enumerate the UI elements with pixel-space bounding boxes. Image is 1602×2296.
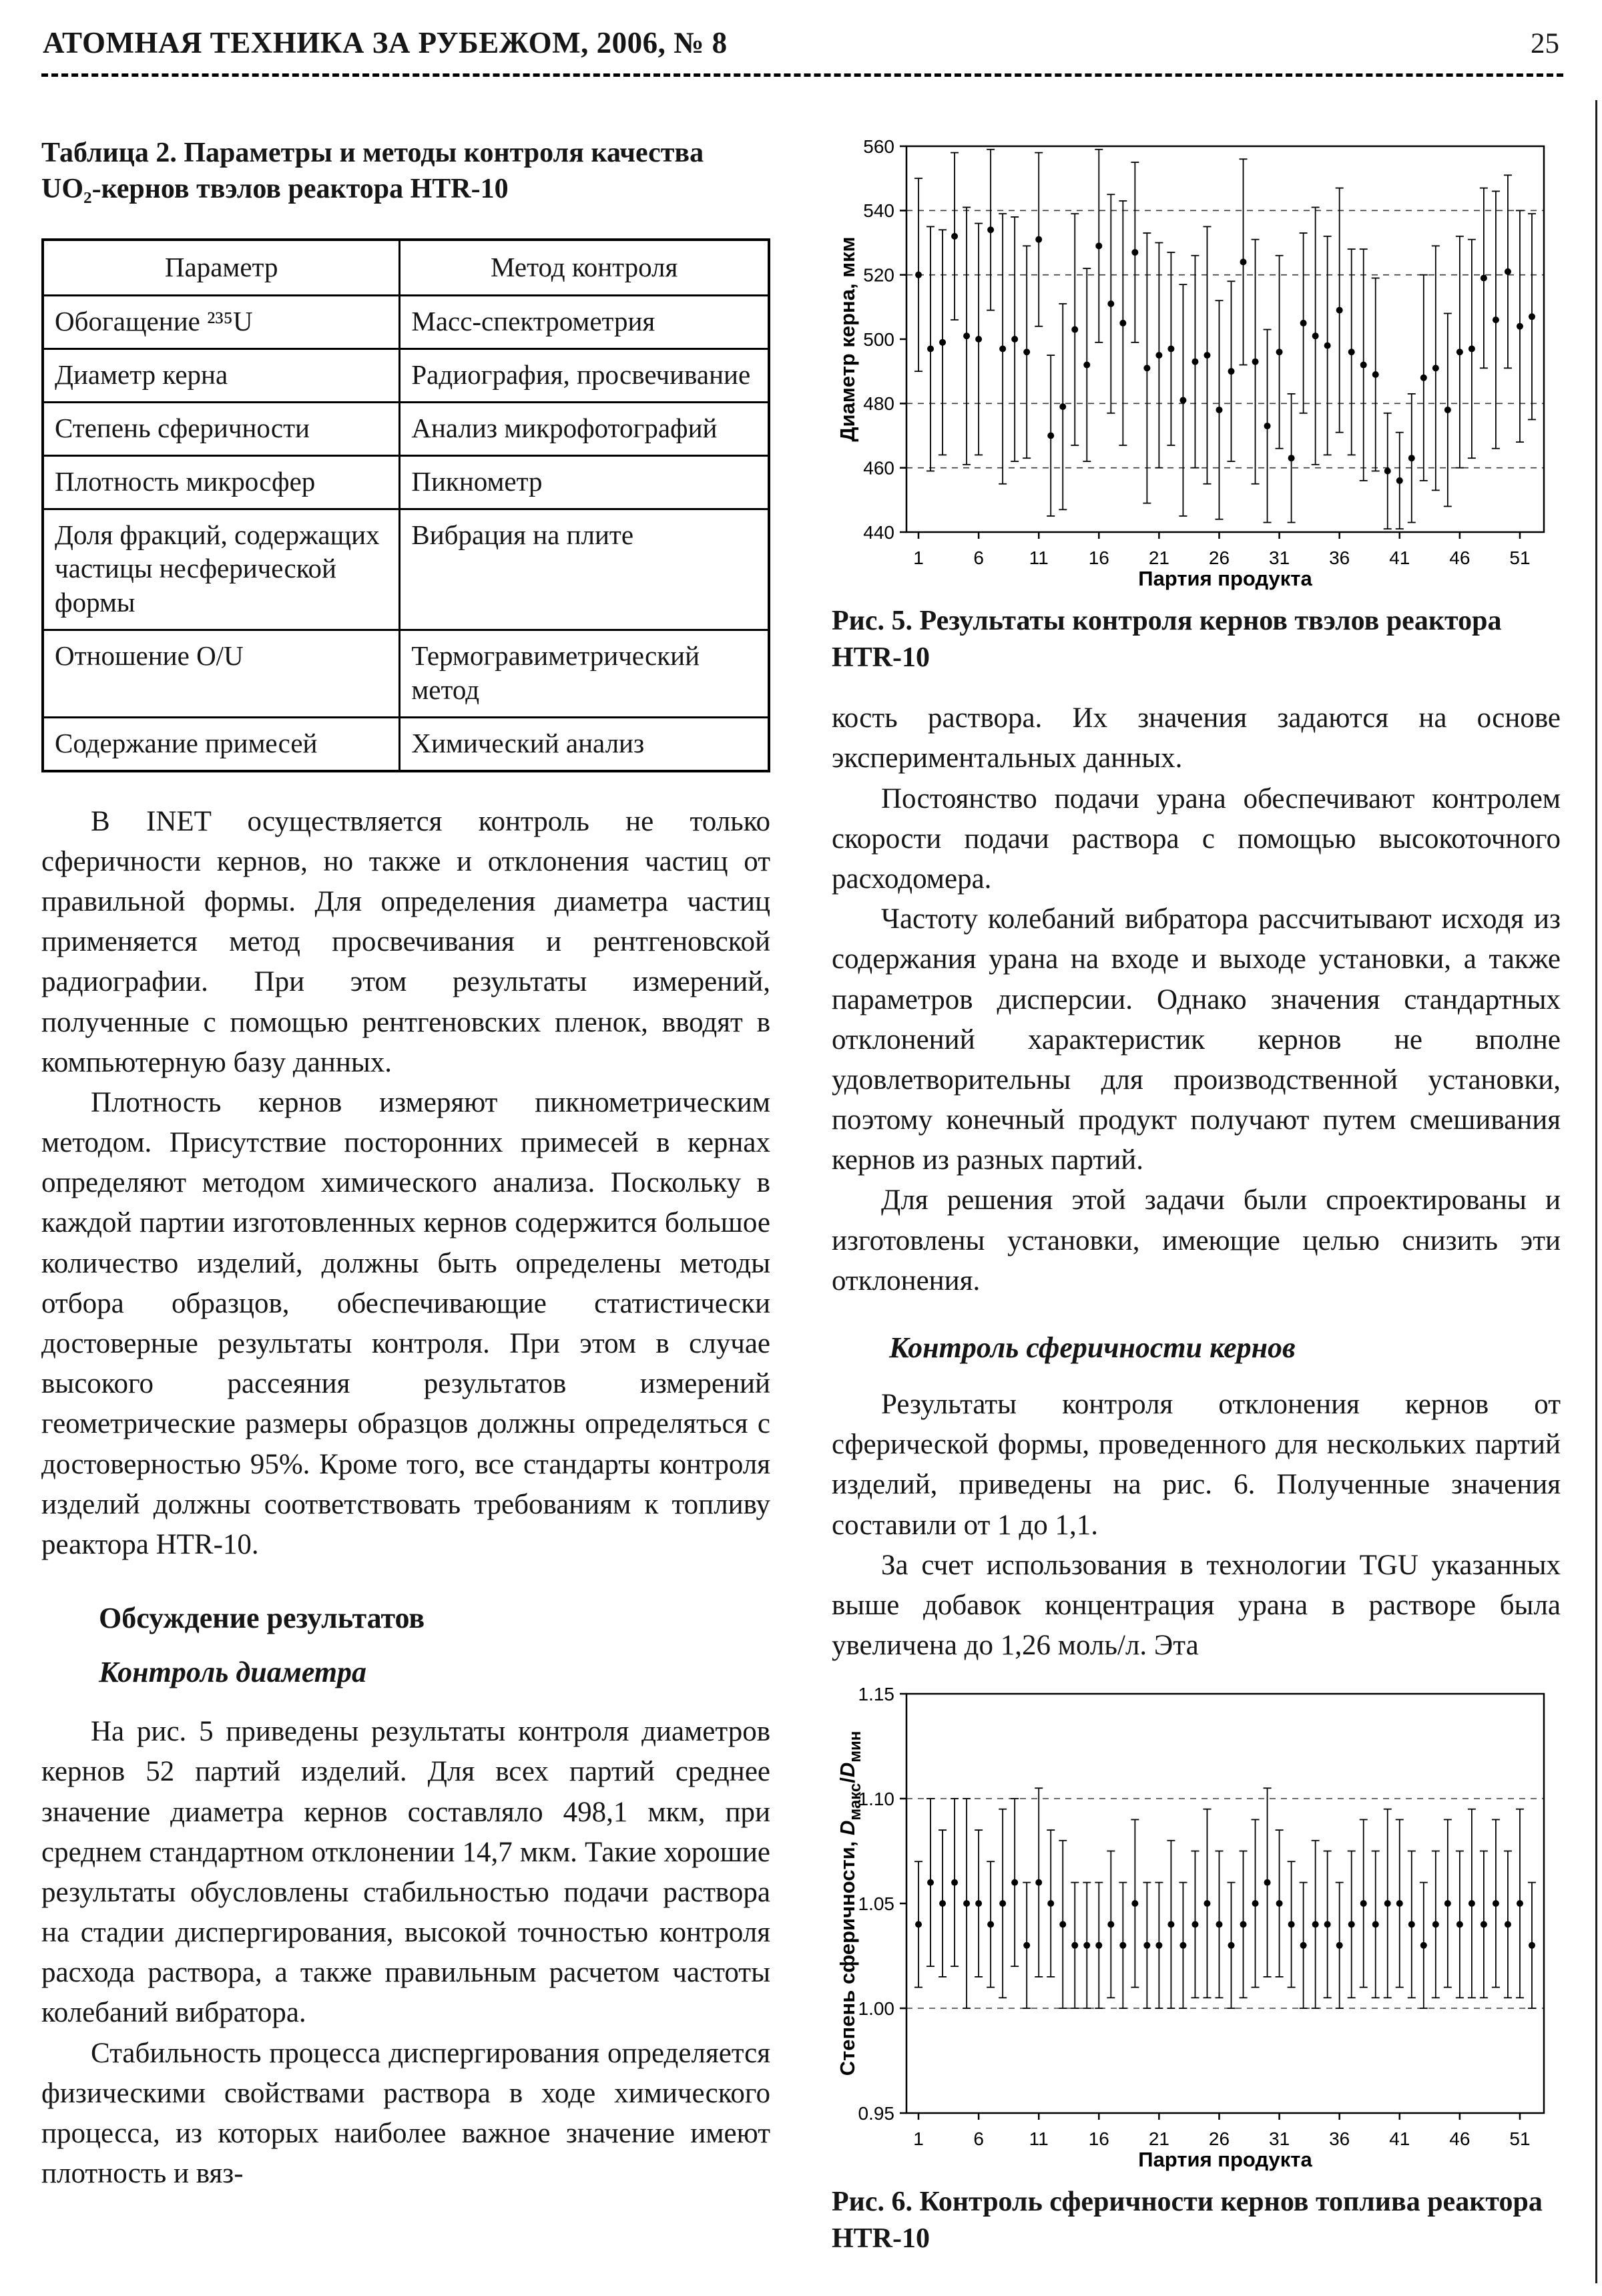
- svg-text:21: 21: [1148, 547, 1169, 568]
- svg-text:Партия продукта: Партия продукта: [1138, 2148, 1312, 2172]
- table-cell-parameter: Содержание примесей: [43, 717, 400, 770]
- table-row: [43, 717, 769, 770]
- table-cell-parameter: Доля фракций, содержащих частицы несферической формы: [43, 509, 400, 630]
- svg-text:51: 51: [1509, 547, 1531, 568]
- svg-text:6: 6: [973, 2128, 984, 2150]
- table-header-row: [43, 240, 769, 296]
- svg-text:460: 460: [863, 457, 894, 479]
- svg-text:46: 46: [1449, 547, 1471, 568]
- table-cell-method: Термогравиметрический метод: [400, 630, 769, 718]
- table-row: [43, 296, 769, 349]
- svg-text:51: 51: [1509, 2128, 1531, 2150]
- paragraph-inet-control: В INET осуществляется контроль не только сферичности кернов, но также и отклонения частиц от правильной формы. Для определения диаметра частиц применяется метод просвечивания и рентгеновской радиографии. При этом результаты измерений, полученные с помощью рентгеновских пленок, вводят в компьютерную базу данных.: [41, 805, 770, 1078]
- svg-text:21: 21: [1148, 2128, 1169, 2150]
- paragraph-viscosity-continuation: кость раствора. Их значения задаются на основе экспериментальных данных.: [832, 702, 1561, 774]
- svg-text:31: 31: [1269, 2128, 1290, 2150]
- table-cell-parameter: Отношение O/U: [43, 630, 400, 718]
- paragraph-uranium-feed: Постоянство подачи урана обеспечивают контролем скорости подачи раствора с помощью высокоточного расходомера.: [832, 782, 1561, 895]
- journal-title: АТОМНАЯ ТЕХНИКА ЗА РУБЕЖОМ, 2006, № 8: [43, 26, 728, 59]
- paragraph-density-control: Плотность кернов измеряют пикнометрическим методом. Присутствие посторонних примесей в кернах определяют методом химического анализа. Поскольку в каждой партии изготовленных кернов содержится большое количество изделий, должны быть определены методы отбора образцов, обеспечивающие статистически достоверные результаты контроля. При этом в случае высокого рассеяния результатов измерений геометрические размеры образцов должны определяться с достоверностью 95%. Кроме того, все стандарты контроля изделий должны соответствовать требованиям к топливу реактора HTR-10.: [41, 1086, 770, 1560]
- svg-text:1.05: 1.05: [858, 1893, 894, 1915]
- svg-text:11: 11: [1029, 547, 1049, 568]
- page-number: 25: [1531, 28, 1559, 59]
- right-column: [832, 136, 1561, 2280]
- table-caption: Таблица 2. Параметры и методы контроля качества UO₂-кернов твэлов реактора HTR-10: [41, 138, 704, 204]
- table-row: [43, 402, 769, 455]
- svg-text:6: 6: [973, 547, 984, 568]
- table-cell-method: Масс-спектрометрия: [400, 296, 769, 349]
- paragraph-dispersion-stability: Стабильность процесса диспергирования определяется физическими свойствами раствора в ходе химического процесса, из которых наиболее важное значение имеют плотность и вяз-: [41, 2037, 770, 2190]
- svg-text:16: 16: [1088, 547, 1109, 568]
- table-cell-parameter: Плотность микросфер: [43, 455, 400, 509]
- paragraph-deviation-reduction: Для решения этой задачи были спроектированы и изготовлены установки, имеющие целью снизить эти отклонения.: [832, 1184, 1561, 1297]
- svg-text:520: 520: [863, 264, 894, 286]
- svg-text:1: 1: [913, 547, 924, 568]
- svg-text:1.10: 1.10: [858, 1789, 894, 1810]
- paragraph-diameter-results: На рис. 5 приведены результаты контроля диаметров кернов 52 партий изделий. Для всех партий среднее значение диаметра кернов составляло 498,1 мкм, при среднем стандартном отклонении 14,7 мкм. Такие хорошие результаты обусловлены стабильностью подачи раствора на стадии диспергирования, высокой точностью контроля расхода раствора, а также правильным расчетом частоты колебаний вибратора.: [41, 1716, 770, 2029]
- table-row: [43, 509, 769, 630]
- svg-text:31: 31: [1269, 547, 1290, 568]
- paragraph-sphericity-results: Результаты контроля отклонения кернов от сферической формы, проведенного для нескольких партий изделий, приведены на рис. 6. Полученные значения составили от 1 до 1,1.: [832, 1389, 1561, 1541]
- page-header: [41, 17, 1563, 77]
- table-header-method: Метод контроля: [400, 240, 769, 296]
- svg-text:11: 11: [1029, 2128, 1049, 2150]
- table-row: [43, 630, 769, 718]
- table-cell-parameter: Диаметр керна: [43, 349, 400, 403]
- table-cell-method: Радиография, просвечивание: [400, 349, 769, 403]
- svg-text:26: 26: [1208, 2128, 1230, 2150]
- table-cell-method: Пикнометр: [400, 455, 769, 509]
- heading-results-discussion: Обсуждение результатов: [99, 1602, 425, 1635]
- table-cell-method: Анализ микрофотографий: [400, 402, 769, 455]
- table-cell-method: Вибрация на плите: [400, 509, 769, 630]
- svg-text:1.00: 1.00: [858, 1998, 894, 2020]
- quality-control-table: [41, 238, 770, 772]
- fig6-sphericity-scatter-chart: [832, 1683, 1556, 2177]
- fig5-caption: Рис. 5. Результаты контроля кернов твэлов реактора HTR-10: [832, 606, 1502, 673]
- left-column: [41, 136, 770, 2280]
- svg-text:480: 480: [863, 393, 894, 415]
- svg-text:41: 41: [1389, 2128, 1410, 2150]
- svg-text:Диаметр керна, мкм: Диаметр керна, мкм: [836, 236, 859, 442]
- svg-text:Партия продукта: Партия продукта: [1138, 567, 1312, 590]
- heading-sphericity-control: Контроль сферичности кернов: [889, 1331, 1296, 1364]
- svg-text:36: 36: [1329, 2128, 1350, 2150]
- table-cell-parameter: Обогащение ²³⁵U: [43, 296, 400, 349]
- heading-diameter-control: Контроль диаметра: [99, 1656, 367, 1689]
- svg-text:46: 46: [1449, 2128, 1471, 2150]
- paragraph-vibrator-frequency: Частоту колебаний вибратора рассчитывают исходя из содержания урана на входе и выходе установки, а также параметров дисперсии. Однако значения стандартных отклонений характеристик кернов не вполне удовлетворительны для производственной установки, поэтому конечный продукт получают путем смешивания кернов из разных партий.: [832, 903, 1561, 1176]
- table-cell-method: Химический анализ: [400, 717, 769, 770]
- table-cell-parameter: Степень сферичности: [43, 402, 400, 455]
- table-row: [43, 455, 769, 509]
- paragraph-tgu-technology: За счет использования в технологии TGU указанных выше добавок концентрация урана в растворе была увеличена до 1,26 моль/л. Эта: [832, 1549, 1561, 1662]
- svg-text:560: 560: [863, 136, 894, 157]
- scan-edge-artifact: [1595, 100, 1597, 2283]
- table-header-parameter: Параметр: [43, 240, 400, 296]
- svg-text:1.15: 1.15: [858, 1684, 894, 1705]
- svg-text:540: 540: [863, 200, 894, 222]
- svg-text:440: 440: [863, 521, 894, 543]
- svg-text:0.95: 0.95: [858, 2103, 894, 2124]
- fig5-diameter-scatter-chart: [832, 136, 1556, 596]
- svg-text:Степень сферичности, Dмакс/Dми: Степень сферичности, $D_{макс}/D_{мин}$: [836, 1731, 864, 2076]
- svg-text:500: 500: [863, 328, 894, 350]
- svg-text:16: 16: [1088, 2128, 1109, 2150]
- svg-text:26: 26: [1208, 547, 1230, 568]
- svg-text:1: 1: [913, 2128, 924, 2150]
- two-column-layout: [41, 136, 1563, 2280]
- fig6-caption: Рис. 6. Контроль сферичности кернов топлива реактора HTR-10: [832, 2187, 1543, 2254]
- table-row: [43, 349, 769, 403]
- svg-text:36: 36: [1329, 547, 1350, 568]
- svg-text:41: 41: [1389, 547, 1410, 568]
